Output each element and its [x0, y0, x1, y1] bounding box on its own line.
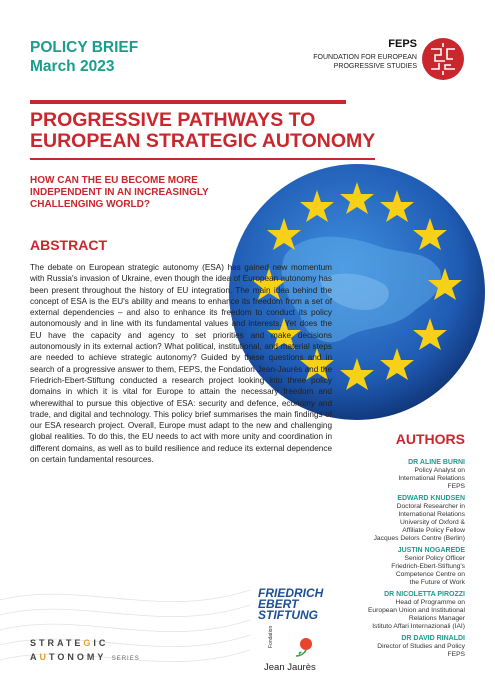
- author-role: University of Oxford &: [399, 519, 465, 526]
- decorative-swirl: [0, 560, 250, 700]
- author-entry: [290, 546, 465, 587]
- feps-full-name: [257, 53, 417, 71]
- authors-list: [290, 458, 465, 662]
- author-role: Competence Centre on: [395, 571, 465, 578]
- series-line2: AUTONOMY SERIES: [30, 652, 140, 662]
- author-role: International Relations: [398, 511, 465, 518]
- author-name: JUSTIN NOGAREDE: [397, 547, 465, 554]
- author-role: FEPS: [447, 651, 465, 658]
- author-name: DR NICOLETTA PIROZZI: [384, 591, 465, 598]
- fondation-label: Fondation: [268, 625, 274, 648]
- fes-line2: EBERT: [258, 597, 299, 611]
- author-role: the Future of Work: [409, 579, 465, 586]
- question-line2: INDEPENDENT IN AN INCREASINGLY: [30, 187, 209, 198]
- fes-line1: FRIEDRICH: [258, 586, 324, 600]
- brief-date: March 2023: [30, 58, 115, 75]
- authors-heading: AUTHORS: [395, 431, 465, 447]
- jean-jaures-rose-icon: [290, 636, 318, 660]
- author-entry: [290, 458, 465, 491]
- author-role: Doctoral Researcher in: [396, 503, 465, 510]
- fes-logo: [258, 588, 323, 621]
- author-name: DR DAVID RINALDI: [401, 635, 465, 642]
- author-name: DR ALINE BURNI: [408, 459, 465, 466]
- author-role: Friedrich-Ebert-Stiftung's: [391, 563, 465, 570]
- author-role: Jacques Delors Centre (Berlin): [373, 535, 465, 542]
- title-top-rule: [30, 100, 346, 104]
- author-role: Relations Manager: [408, 615, 465, 622]
- brief-type: POLICY BRIEF: [30, 39, 139, 56]
- series-line1: STRATEGIC: [30, 638, 109, 648]
- author-role: Head of Programme on: [395, 599, 465, 606]
- key-question: [30, 175, 230, 211]
- abstract-heading: ABSTRACT: [30, 237, 107, 253]
- strategic-autonomy-series-logo: [30, 636, 140, 666]
- author-name: EDWARD KNUDSEN: [397, 495, 465, 502]
- author-role: Director of Studies and Policy: [377, 643, 465, 650]
- author-role: FEPS: [447, 483, 465, 490]
- title-line1: PROGRESSIVE PATHWAYS TO: [30, 109, 316, 131]
- author-role: Affiliate Policy Fellow: [402, 527, 465, 534]
- page-title: [30, 110, 470, 152]
- author-role: International Relations: [398, 475, 465, 482]
- policy-brief-label: [30, 38, 138, 76]
- fes-line3: STIFTUNG: [258, 608, 318, 622]
- abstract-body: The debate on European strategic autonomy (ESA) has gained new momentum with Russia's invasion of Ukraine, even though the idea of European autonomy has been present throughout the history of EU integration. The main idea behind the concept of ESA is the EU's ability and means to enhance its freedom from a set of external dependencies – and also to enhance its freedom to conduct its policy autonomously and in line with its fundamental values and interests. Yet does the EU have the capacity and agency to set priorities and make decisions autonomously in its external action? What political, institutional, and material steps are needed to achieve strategic autonomy? Guided by these questions and in search of a progressive answer to them, FEPS, the Fondation Jean-Jaurès and the Friedrich-Ebert-Stiftung conducted a research project looking into three policy domains in which it is vital for Europe to attain the necessary freedom and wherewithal to pursue this objective of ESA: security and defence, economy and trade, and digital and technology. This policy brief summarises the main findings of our ESA research project. Overall, Europe must adapt to the new and challenging global realities. To do this, the EU needs to act with more unity and coordination in different domains, as well as to build resilience and reduce its external dependence on certain fundamental resources.: [30, 263, 332, 465]
- author-entry: [290, 494, 465, 543]
- author-role: Senior Policy Officer: [404, 555, 465, 562]
- feps-logo-icon: [421, 37, 465, 81]
- jean-jaures-name: Jean Jaurès: [264, 662, 316, 673]
- question-line3: CHALLENGING WORLD?: [30, 199, 150, 210]
- question-line1: HOW CAN THE EU BECOME MORE: [30, 175, 198, 186]
- feps-full-line1: FOUNDATION FOR EUROPEAN: [313, 54, 417, 61]
- feps-full-line2: PROGRESSIVE STUDIES: [333, 63, 417, 70]
- author-role: European Union and Institutional: [367, 607, 465, 614]
- author-role: Policy Analyst on: [414, 467, 465, 474]
- author-role: Istituto Affari Internazionali (IAI): [372, 623, 465, 630]
- title-line2: EUROPEAN STRATEGIC AUTONOMY: [30, 130, 376, 152]
- feps-short-name: FEPS: [388, 38, 417, 50]
